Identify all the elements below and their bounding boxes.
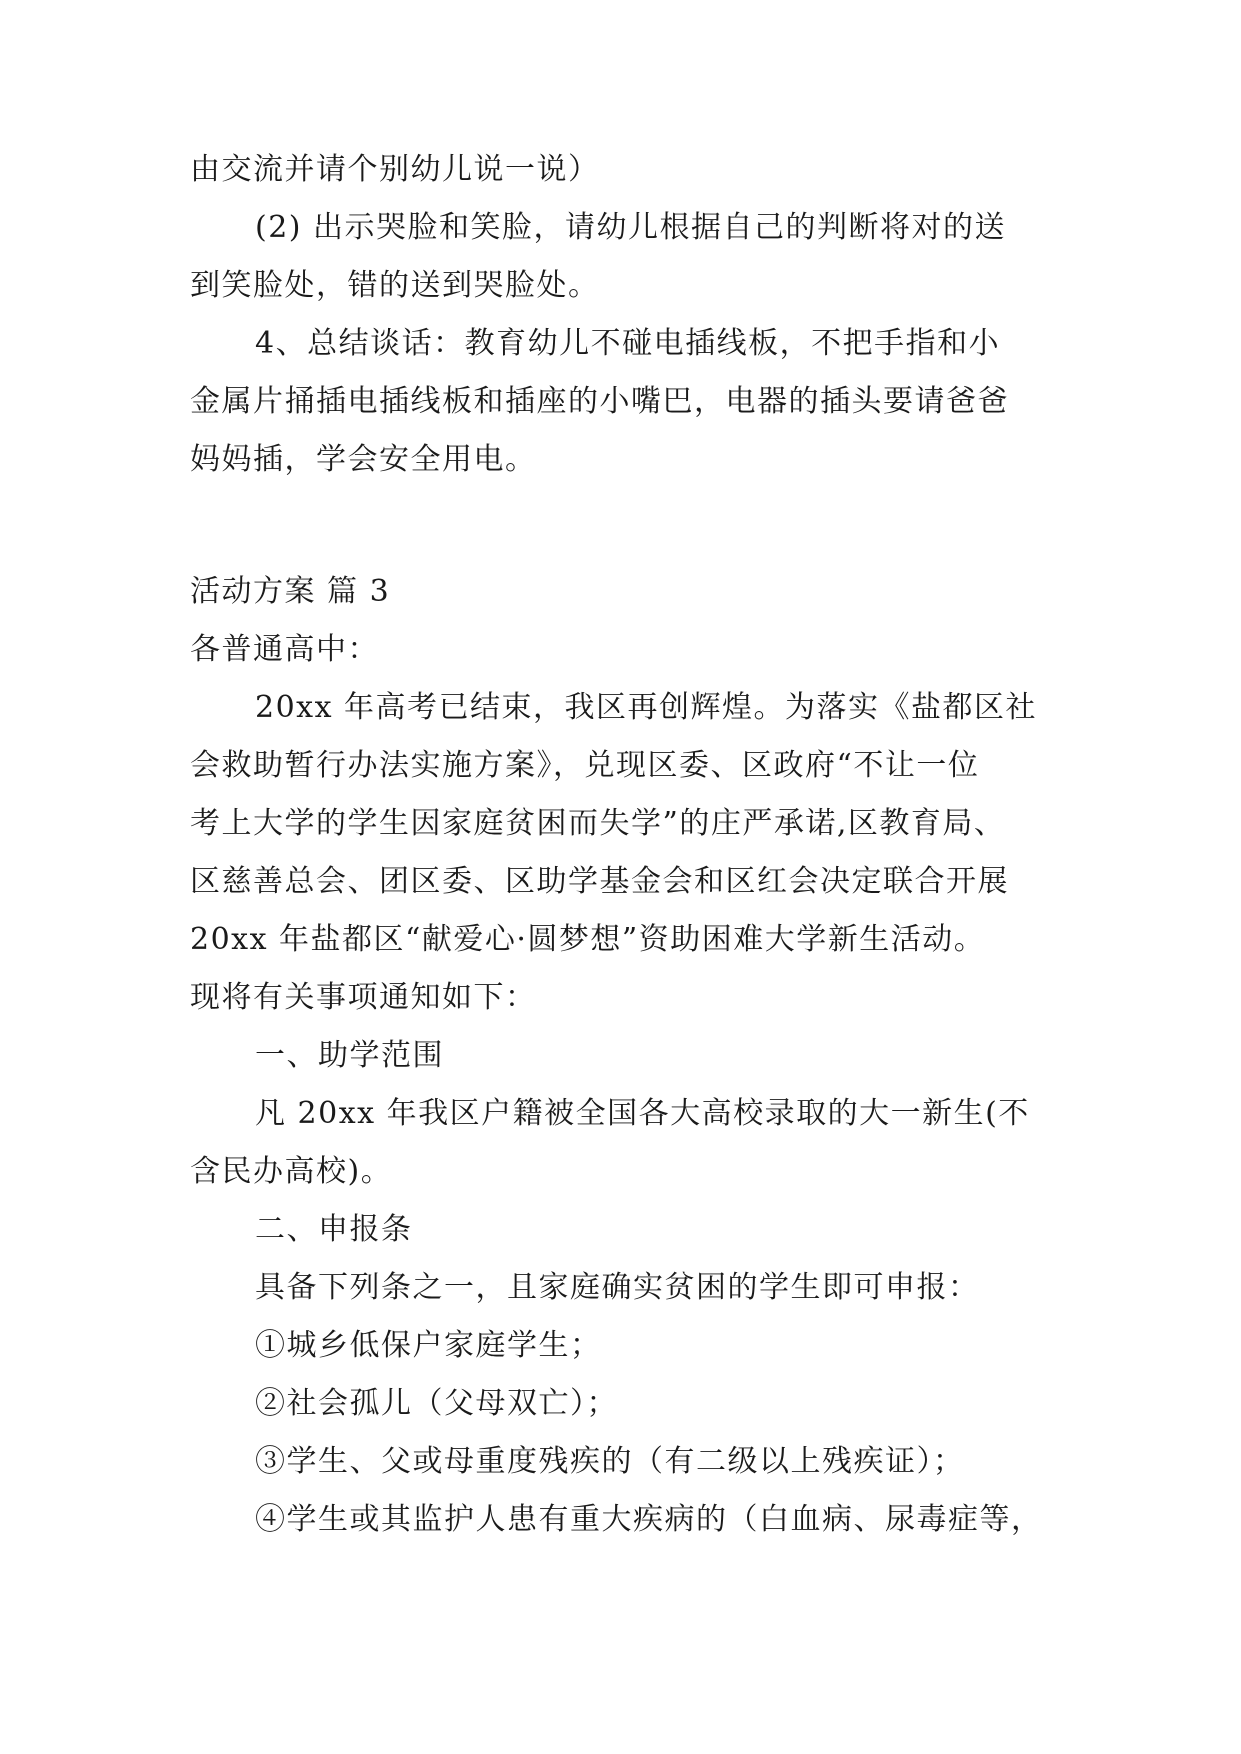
text-line-12: 区慈善总会、团区委、区助学基金会和区红会决定联合开展 <box>190 864 1009 899</box>
list-item-2: ②社会孤儿（父母双亡）； <box>255 1386 618 1421</box>
list-item-4: ④学生或其监护人患有重大疾病的（白血病、尿毒症等， <box>255 1502 1043 1537</box>
text-line-13: 20xx 年盐都区“献爱心·圆梦想”资助困难大学新生活动。 <box>190 922 986 957</box>
text-line-6: 妈妈插，学会安全用电。 <box>190 442 537 477</box>
text-line-4: 4、总结谈话：教育幼儿不碰电插线板，不把手指和小 <box>255 326 1001 361</box>
text-line-11: 考上大学的学生因家庭贫困而失学”的庄严承诺,区教育局、 <box>190 806 1006 841</box>
list-item-3: ③学生、父或母重度残疾的（有二级以上残疾证）； <box>255 1444 965 1479</box>
text-line-10: 会救助暂行办法实施方案》，兑现区委、区政府“不让一位 <box>190 748 980 783</box>
text-line-16: 凡 20xx 年我区户籍被全国各大高校录取的大一新生(不 <box>255 1096 1030 1131</box>
section-title: 活动方案 篇 3 <box>190 574 391 609</box>
text-line-3: 到笑脸处，错的送到哭脸处。 <box>190 268 600 303</box>
text-line-1: 由交流并请个别幼儿说一说） <box>190 152 600 187</box>
heading-conditions: 二、申报条 <box>255 1212 413 1247</box>
salutation: 各普通高中： <box>190 632 379 667</box>
text-line-5: 金属片捅插电插线板和插座的小嘴巴，电器的插头要请爸爸 <box>190 384 1009 419</box>
list-item-1: ①城乡低保户家庭学生； <box>255 1328 602 1363</box>
text-line-19: 具备下列条之一，且家庭确实贫困的学生即可申报： <box>255 1270 980 1305</box>
text-line-9: 20xx 年高考已结束，我区再创辉煌。为落实《盐都区社 <box>255 690 1038 725</box>
text-line-14: 现将有关事项通知如下： <box>190 980 537 1015</box>
text-line-2: (2) 出示哭脸和笑脸，请幼儿根据自己的判断将对的送 <box>255 210 1007 245</box>
heading-scope: 一、助学范围 <box>255 1038 444 1073</box>
text-line-17: 含民办高校)。 <box>190 1154 393 1189</box>
